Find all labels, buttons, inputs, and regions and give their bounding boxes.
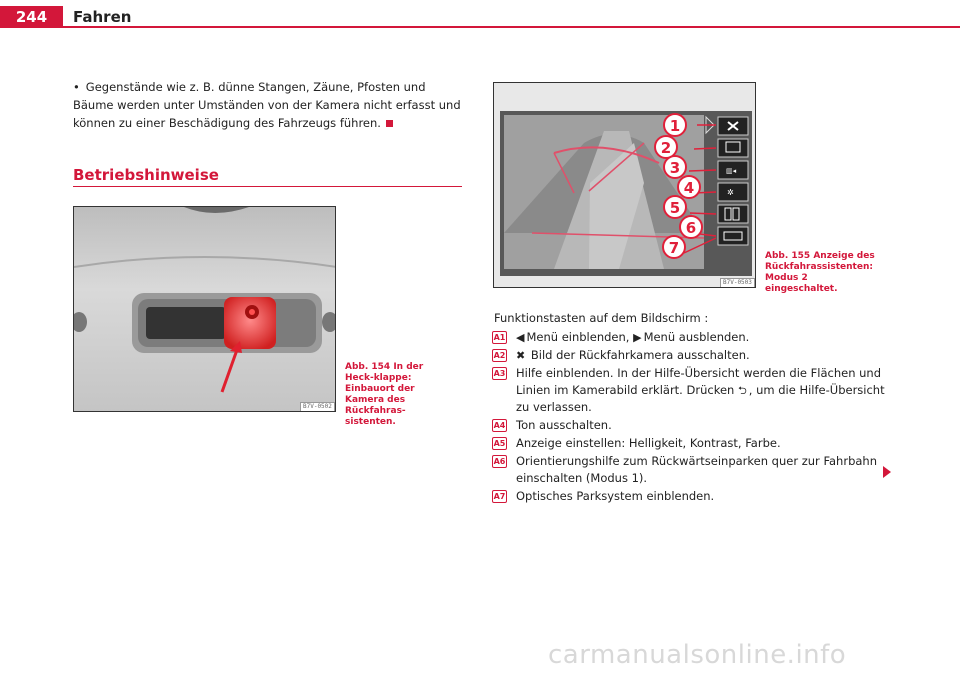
key-text: Bild der Rückfahrkamera ausschalten. [530,348,750,362]
list-item [492,347,892,364]
section-title: Betriebshinweise [73,166,219,184]
warning-paragraph [73,78,468,132]
section-rule [73,186,462,187]
key-badge: A1 [493,333,506,342]
callout-5: 5 [669,199,681,217]
key-badge: A2 [493,351,506,360]
close-icon: ✖ [516,349,526,362]
page-number: 244 [0,6,63,28]
rear-assist-screen [494,83,756,288]
key-badge: A7 [493,492,506,501]
figure-code: B7V-0503 [720,278,755,288]
chevron-left-icon: ◀ [516,331,525,344]
list-item [492,365,892,416]
function-key-list [492,329,892,506]
key-text: Hilfe einblenden. In der Hilfe-Übersicht werden die Flächen und Linien im Kamerabild erklärt. Drücken [516,366,882,397]
figure-154-camera-location [73,206,336,412]
key-badge: A4 [493,421,506,430]
watermark: carmanualsonline.info [548,640,847,670]
continue-arrow-icon [883,466,891,478]
figure-154-caption: Abb. 154 In der Heck-klappe: Einbauort der Kamera des Rückfahras-sistenten. [345,362,424,427]
figure-155-caption: Abb. 155 Anzeige des Rückfahrassistenten: Modus 2 eingeschaltet. [765,251,875,294]
bullet: • [73,80,80,94]
key-badge: A3 [493,369,506,378]
key-text: Anzeige einstellen: Helligkeit, Kontrast, Farbe. [516,436,781,450]
figure-code: B7V-0502 [300,402,335,412]
back-arrow-icon: ⮌ [737,384,747,397]
key-text: Orientierungshilfe zum Rückwärtseinparken quer zur Fahrbahn einschalten (Modus 1). [516,454,877,485]
key-badge: A5 [493,439,506,448]
key-text: Ton ausschalten. [516,418,612,432]
chapter-title: Fahren [73,8,132,26]
svg-text:✲: ✲ [727,188,734,197]
chevron-right-icon: ▶ [633,331,642,344]
list-item [492,329,892,346]
key-badge: A6 [493,457,506,466]
callout-3: 3 [669,159,681,177]
list-item [492,417,892,434]
key-text: Menü ausblenden. [643,330,750,344]
figure-155-display [493,82,756,288]
callout-7: 7 [668,239,680,257]
callout-6: 6 [685,219,697,237]
key-text: , um die Hilfe-Übersicht zu verlassen. [516,383,885,414]
warning-text: Gegenstände wie z. B. dünne Stangen, Zäune, Pfosten und Bäume werden unter Umständen von der Kamera nicht erfasst und können zu einer Beschädigung des Fahrzeugs führen. [73,80,461,130]
header-rule [0,26,960,28]
callout-4: 4 [683,179,695,197]
list-item [492,453,892,487]
svg-text:▥◂: ▥◂ [726,167,737,175]
callout-1: 1 [669,117,681,135]
keys-intro: Funktionstasten auf dem Bildschirm : [494,311,709,325]
list-item [492,435,892,452]
callout-2: 2 [660,139,672,157]
end-of-section-icon [386,120,393,127]
key-text: Menü einblenden, [526,330,630,344]
list-item [492,488,892,505]
tailgate-illustration [74,207,336,412]
key-text: Optisches Parksystem einblenden. [516,489,715,503]
